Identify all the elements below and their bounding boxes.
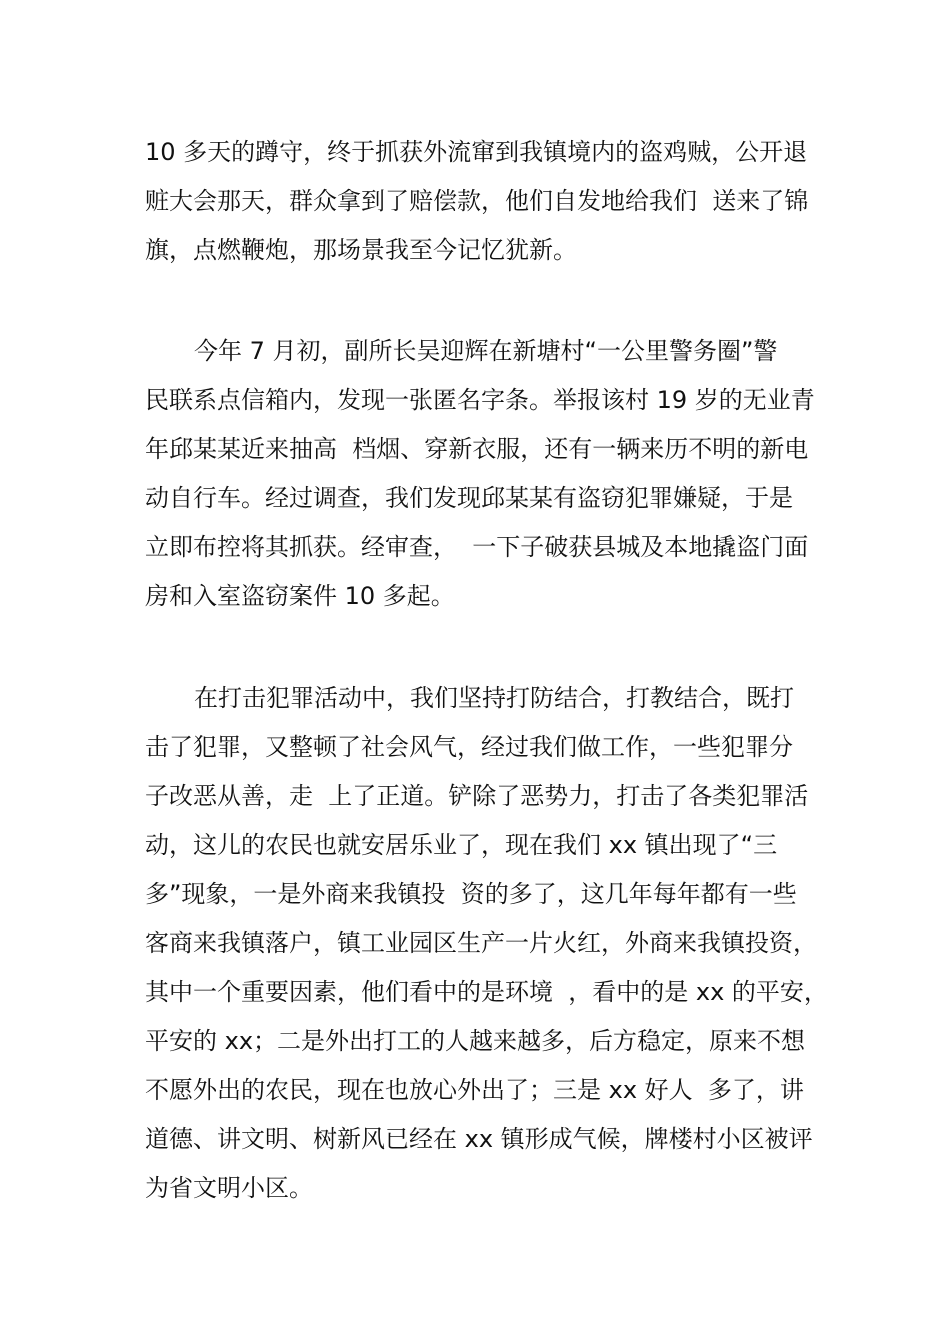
paragraph-2-line-3: 年邱某某近来抽高 档烟、穿新衣服，还有一辆来历不明的新电 [145, 435, 809, 463]
paragraph-3-line-11: 为省文明小区。 [145, 1174, 313, 1202]
paragraph-2-line-5: 立即布控将其抓获。经审查， 一下子破获县城及本地撬盗门面 [145, 533, 809, 561]
paragraph-3-line-1: 在打击犯罪活动中，我们坚持打防结合，打教结合，既打 [194, 684, 794, 712]
paragraph-1-line-2: 赃大会那天，群众拿到了赔偿款，他们自发地给我们 送来了锦 [145, 187, 809, 215]
paragraph-2-line-2: 民联系点信箱内，发现一张匿名字条。举报该村 19 岁的无业青 [145, 386, 815, 414]
paragraph-3-line-8: 平安的 xx；二是外出打工的人越来越多，后方稳定，原来不想 [145, 1027, 806, 1055]
paragraph-3-line-2: 击了犯罪，又整顿了社会风气，经过我们做工作，一些犯罪分 [145, 733, 793, 761]
paragraph-3-line-3: 子改恶从善，走 上了正道。铲除了恶势力，打击了各类犯罪活 [145, 782, 809, 810]
paragraph-3-line-6: 客商来我镇落户，镇工业园区生产一片火红，外商来我镇投资， [145, 929, 817, 957]
paragraph-3-line-10: 道德、讲文明、树新风已经在 xx 镇形成气候，牌楼村小区被评 [145, 1125, 813, 1153]
paragraph-2-line-1: 今年 7 月初，副所长吴迎辉在新塘村“一公里警务圈”警 [194, 337, 778, 365]
paragraph-2-line-6: 房和入室盗窃案件 10 多起。 [145, 582, 455, 610]
paragraph-3-line-5: 多”现象，一是外商来我镇投 资的多了，这几年每年都有一些 [145, 880, 797, 908]
paragraph-3-line-9: 不愿外出的农民，现在也放心外出了；三是 xx 好人 多了，讲 [145, 1076, 804, 1104]
paragraph-1-line-3: 旗，点燃鞭炮，那场景我至今记忆犹新。 [145, 236, 577, 264]
paragraph-2-line-4: 动自行车。经过调查，我们发现邱某某有盗窃犯罪嫌疑，于是 [145, 484, 793, 512]
paragraph-3-line-4: 动，这儿的农民也就安居乐业了，现在我们 xx 镇出现了“三 [145, 831, 778, 859]
paragraph-3-line-7: 其中一个重要因素，他们看中的是环境 ，看中的是 xx 的平安， [145, 978, 828, 1006]
paragraph-1-line-1: 10 多天的蹲守，终于抓获外流窜到我镇境内的盗鸡贼，公开退 [145, 138, 808, 166]
